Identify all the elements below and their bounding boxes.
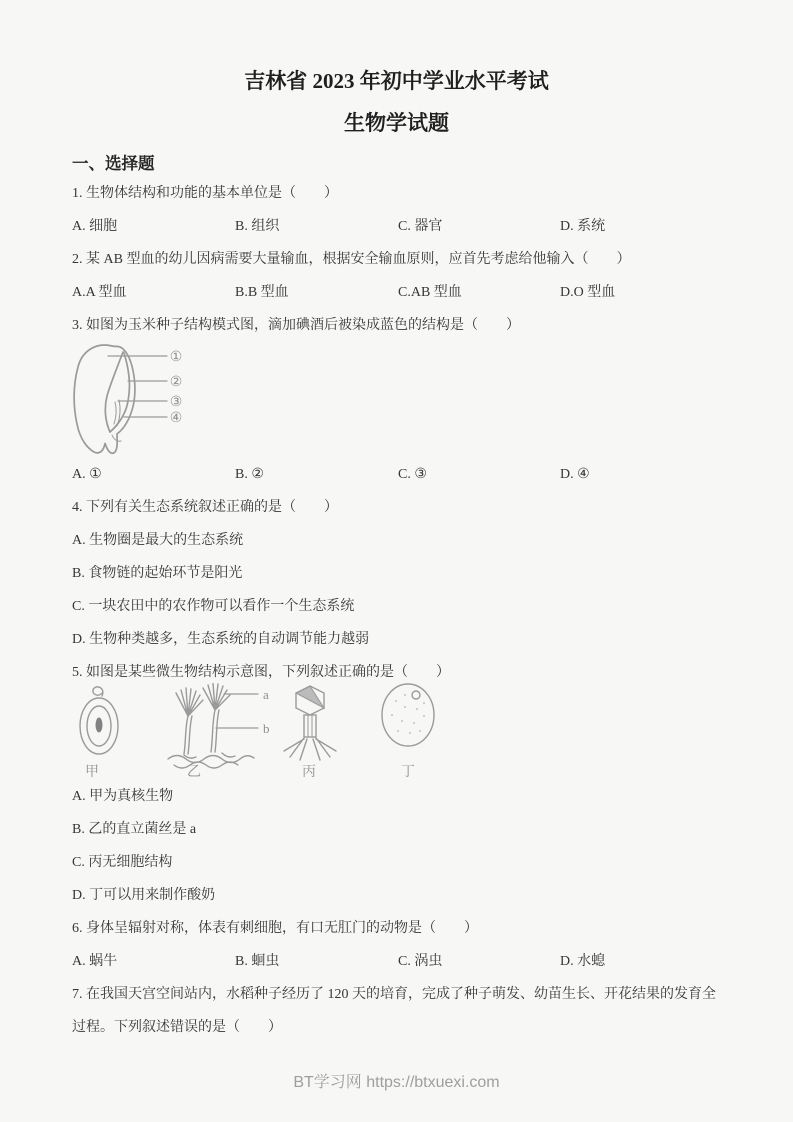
option-c: C. 一块农田中的农作物可以看作一个生态系统 [72, 599, 355, 614]
embryo-hatch [114, 402, 116, 424]
question-stem: 4. 下列有关生态系统叙述正确的是（ ） [72, 500, 338, 515]
question-3 [72, 309, 721, 491]
circled-number-label: ④ [169, 411, 183, 426]
watermark-footer: BT学习网 https://btxuexi.com [293, 1074, 500, 1091]
option-d: D. 系统 [560, 219, 606, 234]
exam-content [0, 152, 793, 1094]
yeast-drawing [382, 684, 434, 746]
pointer-label-b: b [263, 721, 270, 736]
figure-caption-ding: 丁 [401, 765, 415, 780]
option-d: D. 生物种类越多，生态系统的自动调节能力越弱 [72, 632, 370, 647]
option-d: D. 丁可以用来制作酸奶 [72, 888, 216, 903]
question-1 [72, 177, 721, 243]
option-a: A. 甲为真核生物 [72, 789, 174, 804]
question-stem: 2. 某 AB 型血的幼儿因病需要大量输血，根据安全输血原则，应首先考虑给他输入（ ） [72, 252, 631, 267]
figure-caption-jia: 甲 [85, 765, 99, 780]
corn-seed-figure [72, 342, 721, 458]
option-d: D. ④ [560, 467, 590, 482]
microbes-figure [72, 683, 721, 780]
option-b: B. 乙的直立菌丝是 a [72, 822, 197, 837]
option-d: D. 水螅 [560, 954, 606, 969]
figure-caption-yi: 乙 [187, 765, 201, 780]
bacterium-drawing [80, 687, 118, 754]
circled-number-label: ③ [169, 395, 183, 410]
question-2 [72, 243, 721, 309]
question-stem: 3. 如图为玉米种子结构模式图，滴加碘酒后被染成蓝色的结构是（ ） [72, 318, 520, 333]
question-options [72, 458, 721, 491]
option-c: C. 涡虫 [398, 954, 443, 969]
question-6 [72, 912, 721, 978]
option-b: B. 组织 [235, 219, 280, 234]
option-c: C.AB 型血 [398, 285, 462, 300]
question-stem: 5. 如图是某些微生物结构示意图，下列叙述正确的是（ ） [72, 665, 450, 680]
exam-title: 吉林省 2023 年初中学业水平考试 [244, 69, 549, 93]
pointer-label-a: a [263, 687, 269, 702]
option-a: A. ① [72, 467, 102, 482]
question-stem-line-2: 过程。下列叙述错误的是（ ） [72, 1020, 282, 1035]
circled-number-label: ① [169, 350, 183, 365]
option-b: B. 食物链的起始环节是阳光 [72, 566, 243, 581]
option-a: A. 蜗牛 [72, 954, 118, 969]
question-options [72, 945, 721, 978]
microbes-drawing [72, 683, 492, 780]
question-4 [72, 491, 721, 656]
circled-number-label: ② [169, 375, 183, 390]
exam-subtitle: 生物学试题 [344, 111, 449, 135]
option-b: B. ② [235, 467, 264, 482]
option-a: A. 生物圈是最大的生态系统 [72, 533, 244, 548]
option-a: A. 细胞 [72, 219, 118, 234]
phage-drawing [284, 686, 336, 760]
question-options [72, 276, 721, 309]
option-c: C. 器官 [398, 219, 443, 234]
question-stem: 1. 生物体结构和功能的基本单位是（ ） [72, 186, 338, 201]
question-options [72, 210, 721, 243]
corn-seed-drawing [72, 342, 272, 458]
option-b: B.B 型血 [235, 285, 289, 300]
option-a: A.A 型血 [72, 285, 127, 300]
question-5 [72, 656, 721, 912]
option-b: B. 蛔虫 [235, 954, 280, 969]
option-c: C. 丙无细胞结构 [72, 855, 173, 870]
figure-caption-bing: 丙 [302, 765, 316, 780]
embryo-right-line [110, 353, 129, 432]
option-d: D.O 型血 [560, 285, 616, 300]
question-stem: 6. 身体呈辐射对称，体表有刺细胞，有口无肛门的动物是（ ） [72, 921, 478, 936]
question-7 [72, 978, 721, 1044]
question-stem-line-1: 7. 在我国天宫空间站内，水稻种子经历了 120 天的培育，完成了种子萌发、幼苗生长、开花结果的发育全 [72, 987, 716, 1002]
section-header: 一、选择题 [72, 154, 155, 173]
mold-drawing [168, 683, 258, 768]
option-c: C. ③ [398, 467, 427, 482]
